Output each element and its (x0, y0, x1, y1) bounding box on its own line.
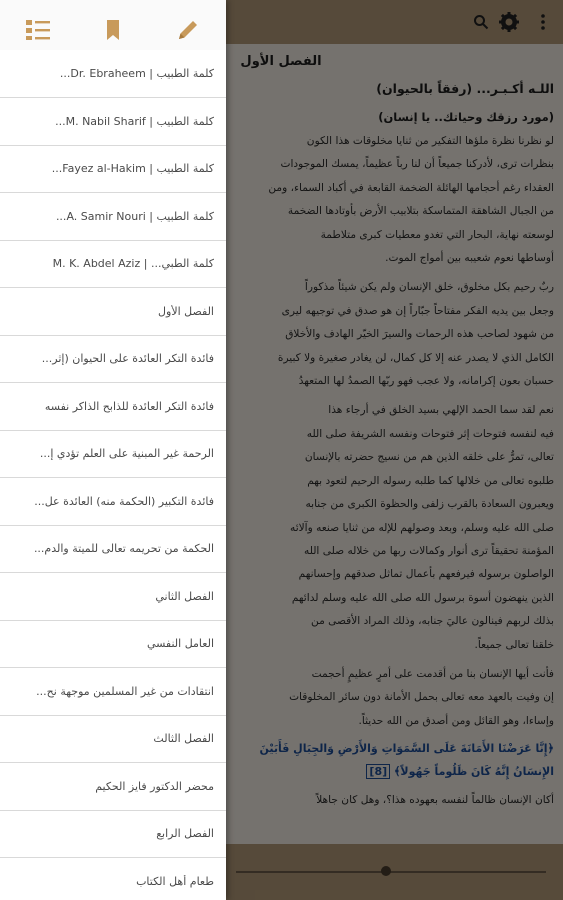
toc-item-label: كلمة الطبيب | A. Samir Nouri... (55, 209, 214, 223)
toc-item-label: محضر الدكتور فايز الحكيم (95, 779, 214, 793)
toc-list (0, 50, 226, 900)
toc-item-label: فائدة التكر العائدة على الحيوان (إثر... (41, 352, 214, 366)
toc-item-label: كلمة الطبي... | M. K. Abdel Aziz (52, 257, 214, 271)
toc-item-label: الفصل الثالث (153, 732, 214, 746)
toc-item-chapter[interactable] (0, 811, 226, 859)
toc-item[interactable] (0, 193, 226, 241)
toc-item-chapter[interactable] (0, 288, 226, 336)
toc-item[interactable] (0, 526, 226, 574)
toc-item[interactable] (0, 431, 226, 479)
toc-drawer (0, 0, 226, 900)
toc-item[interactable] (0, 383, 226, 431)
toc-item[interactable] (0, 241, 226, 289)
toc-item[interactable] (0, 621, 226, 669)
bookmark-icon (106, 19, 120, 45)
toc-item[interactable] (0, 336, 226, 384)
toc-item-chapter[interactable] (0, 573, 226, 621)
toc-item-label: الفصل الثاني (155, 589, 214, 603)
toc-item[interactable] (0, 858, 226, 900)
toc-item-label: كلمة الطبيب | Fayez al-Hakim... (51, 162, 214, 176)
toc-item[interactable] (0, 668, 226, 716)
toc-item-label: فائدة التكر العائدة للذابح الذاكر نفسه (44, 399, 214, 413)
toc-item-label: فائدة التكبير (الحكمة منه) العائدة عل... (34, 494, 214, 508)
toc-item-chapter[interactable] (0, 716, 226, 764)
toc-item-label: الفصل الأول (158, 304, 214, 318)
toc-item[interactable] (0, 146, 226, 194)
toc-item-label: العامل النفسي (146, 637, 214, 651)
toc-item-label: انتقادات من غير المسلمين موجهة نح... (36, 684, 214, 698)
toc-item-label: طعام أهل الكتاب (136, 874, 214, 888)
toc-item[interactable] (0, 50, 226, 98)
toc-item[interactable] (0, 98, 226, 146)
toc-item-label: كلمة الطبيب | Dr. Ebraheem... (59, 67, 214, 80)
toc-item[interactable] (0, 478, 226, 526)
toc-item-label: الحكمة من تحريمه تعالى للميتة والدم... (33, 542, 214, 556)
toc-item-label: كلمة الطبيب | M. Nabil Sharif... (55, 114, 214, 128)
toc-item-label: الفصل الرابع (156, 827, 214, 841)
toc-item[interactable] (0, 763, 226, 811)
pencil-icon (176, 18, 200, 46)
toc-item-label: الرحمة غير المبنية على العلم تؤدي إ... (39, 447, 214, 461)
list-icon (25, 19, 51, 45)
